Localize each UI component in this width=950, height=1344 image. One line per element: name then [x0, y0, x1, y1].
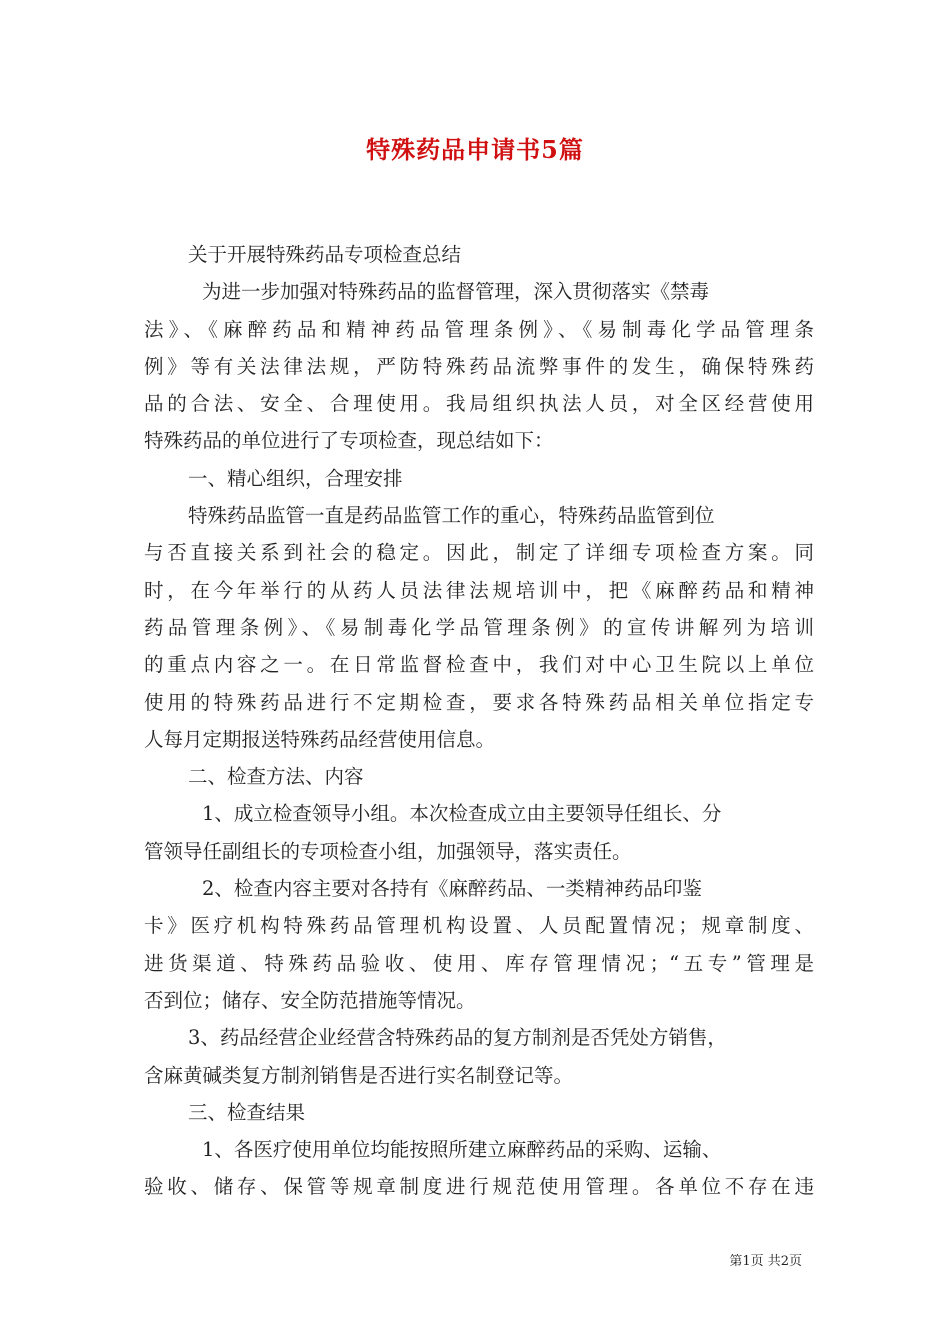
paragraph-line: 特殊药品监管一直是药品监管工作的重心，特殊药品监管到位: [188, 504, 715, 528]
paragraph-line: 使用的特殊药品进行不定期检查，要求各特殊药品相关单位指定专: [144, 690, 814, 714]
paragraph-line: 卡》医疗机构特殊药品管理机构设置、人员配置情况；规章制度、: [144, 914, 814, 938]
section-heading: 三、检查结果: [188, 1100, 306, 1124]
paragraph-line: 例》等有关法律法规，严防特殊药品流弊事件的发生，确保特殊药: [144, 354, 814, 378]
paragraph-line: 药品管理条例》、《易制毒化学品管理条例》的宣传讲解列为培训: [144, 615, 814, 639]
paragraph-line: 的重点内容之一。在日常监督检查中，我们对中心卫生院以上单位: [144, 653, 814, 677]
section-heading: 一、精心组织，合理安排: [188, 466, 403, 490]
paragraph-line: 与否直接关系到社会的稳定。因此，制定了详细专项检查方案。同: [144, 541, 814, 565]
section-heading: 二、检查方法、内容: [188, 765, 364, 789]
paragraph-line: 3、药品经营企业经营含特殊药品的复方制剂是否凭处方销售，: [188, 1026, 727, 1050]
section-heading: 关于开展特殊药品专项检查总结: [188, 243, 462, 266]
paragraph-line: 特殊药品的单位进行了专项检查，现总结如下：: [144, 429, 554, 453]
paragraph-line: 法》、《麻醉药品和精神药品管理条例》、《易制毒化学品管理条: [144, 317, 814, 341]
paragraph-line: 1、成立检查领导小组。本次检查成立由主要领导任组长、分: [202, 802, 722, 826]
document-body: [144, 236, 814, 1206]
paragraph-line: 含麻黄碱类复方制剂销售是否进行实名制登记等。: [144, 1063, 574, 1087]
paragraph-line: 2、检查内容主要对各持有《麻醉药品、一类精神药品印鉴: [202, 877, 702, 901]
paragraph-line: 时，在今年举行的从药人员法律法规培训中，把《麻醉药品和精神: [144, 578, 814, 602]
paragraph-line: 否到位；储存、安全防范措施等情况。: [144, 988, 476, 1012]
paragraph-line: 为进一步加强对特殊药品的监督管理，深入贯彻落实《禁毒: [202, 280, 710, 304]
page-footer: 第1页 共2页: [729, 1254, 802, 1269]
document-title: 特殊药品申请书5篇: [366, 135, 584, 164]
paragraph-line: 品的合法、安全、合理使用。我局组织执法人员，对全区经营使用: [144, 392, 814, 416]
paragraph-line: 1、各医疗使用单位均能按照所建立麻醉药品的采购、运输、: [202, 1138, 722, 1162]
paragraph-line: 管领导任副组长的专项检查小组，加强领导，落实责任。: [144, 839, 632, 863]
paragraph-line: 人每月定期报送特殊药品经营使用信息。: [144, 727, 496, 751]
paragraph-line: 进货渠道、特殊药品验收、使用、库存管理情况；“五专”管理是: [144, 951, 814, 975]
paragraph-line: 验收、储存、保管等规章制度进行规范使用管理。各单位不存在违: [144, 1175, 814, 1199]
